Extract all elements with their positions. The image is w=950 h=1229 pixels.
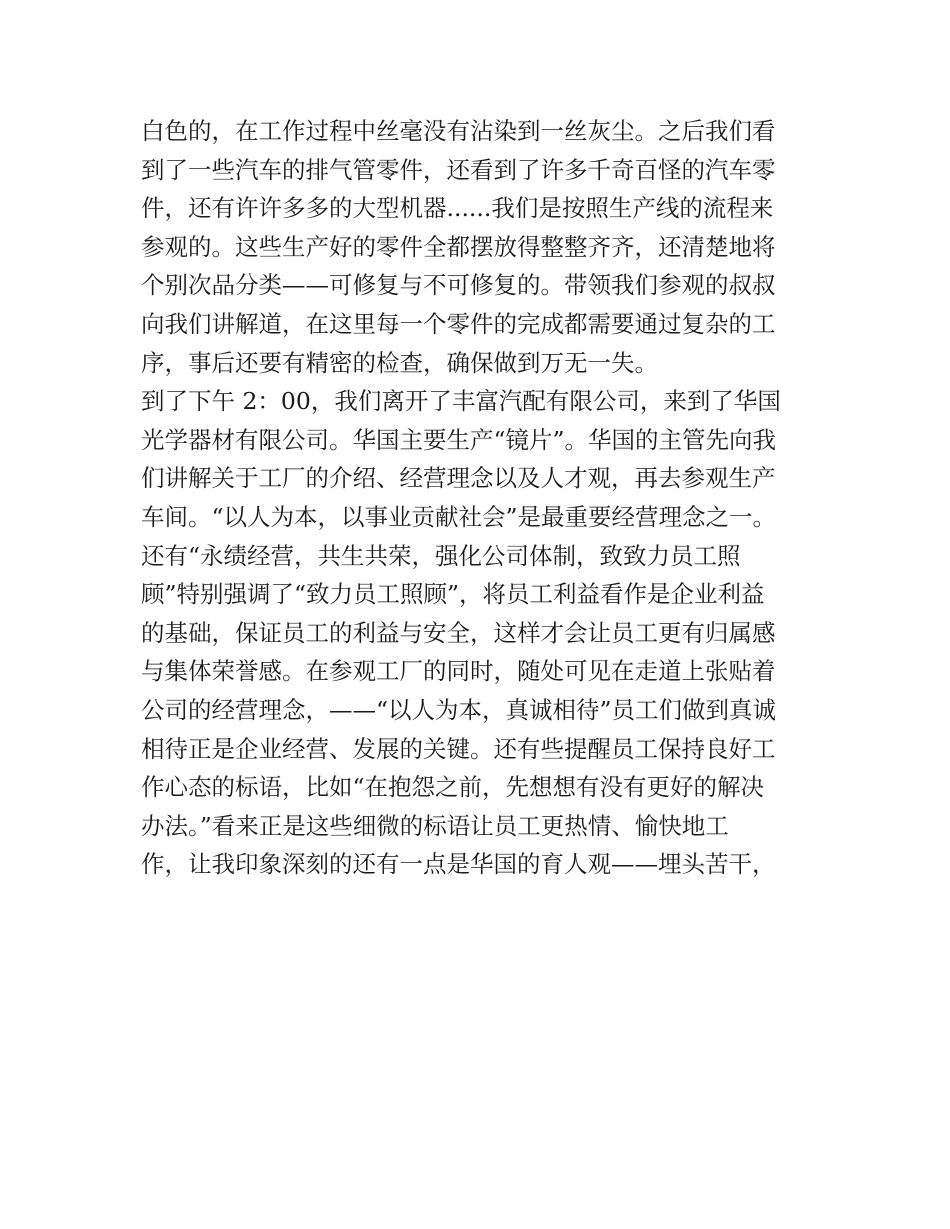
body-text (141, 112, 821, 884)
text-line: 光学器材有限公司。华国主要生产“镜片”。华国的主管先向我 (141, 425, 777, 454)
text-line: 作，让我印象深刻的还有一点是华国的育人观——埋头苦干， (141, 850, 776, 879)
text-line: 件，还有许许多多的大型机器......我们是按照生产线的流程来 (141, 194, 774, 223)
text-line: 作心态的标语，比如“在抱怨之前，先想想有没有更好的解决 (141, 773, 765, 802)
text-line: 参观的。这些生产好的零件全都摆放得整整齐齐，还清楚地将 (141, 232, 776, 261)
text-line: 顾”特别强调了“致力员工照顾”，将员工利益看作是企业利益 (141, 580, 765, 609)
text-line: 与集体荣誉感。在参观工厂的同时，随处可见在走道上张贴着 (141, 657, 776, 686)
text-line: 白色的，在工作过程中丝毫没有沾染到一丝灰尘。之后我们看 (141, 117, 776, 145)
text-line: 车间。“以人为本，以事业贡献社会”是最重要经营理念之一。 (141, 502, 777, 531)
text-line: 还有“永绩经营，共生共荣，强化公司体制，致致力员工照 (141, 541, 741, 570)
text-line: 们讲解关于工厂的介绍、经营理念以及人才观，再去参观生产 (141, 464, 776, 493)
text-line: 的基础，保证员工的利益与安全，这样才会让员工更有归属感 (141, 618, 776, 647)
text-line: 个别次品分类——可修复与不可修复的。带领我们参观的叔叔 (141, 271, 776, 300)
text-line: 办法。”看来正是这些细微的标语让员工更热情、愉快地工 (141, 811, 729, 840)
text-line: 相待正是企业经营、发展的关键。还有些提醒员工保持良好工 (141, 734, 776, 763)
text-line: 到了下午 2：00，我们离开了丰富汽配有限公司，来到了华国 (141, 387, 781, 416)
text-line: 向我们讲解道，在这里每一个零件的完成都需要通过复杂的工 (141, 309, 776, 338)
text-line: 序，事后还要有精密的检查，确保做到万无一失。 (141, 348, 658, 377)
text-line: 到了一些汽车的排气管零件，还看到了许多千奇百怪的汽车零 (141, 155, 776, 184)
text-line: 公司的经营理念，——“以人为本，真诚相待”员工们做到真诚 (141, 695, 777, 724)
